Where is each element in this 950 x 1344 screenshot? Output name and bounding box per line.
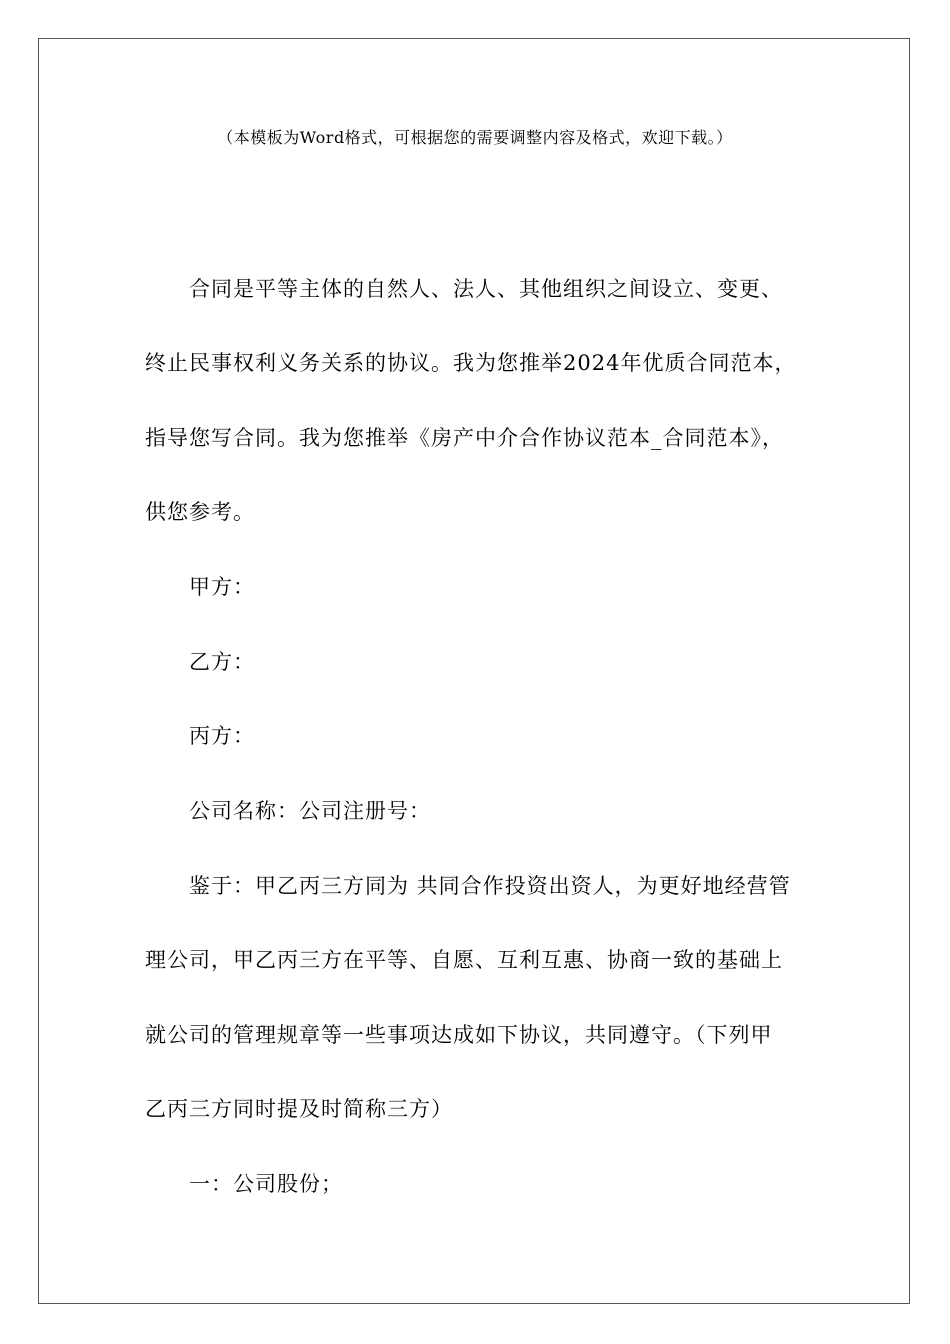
- party-a-label: 甲方：: [189, 575, 255, 599]
- paragraph-line: 终止民事权利义务关系的协议。我为您推举2024年优质合同范本，: [145, 351, 797, 375]
- paragraph-line: 合同是平等主体的自然人、法人、其他组织之间设立、变更、: [189, 277, 783, 301]
- party-b-label: 乙方：: [189, 650, 255, 674]
- section-heading: 一：公司股份；: [189, 1172, 343, 1196]
- paragraph-line: 就公司的管理规章等一些事项达成如下协议，共同遵守。（下列甲: [145, 1023, 773, 1047]
- paragraph-line: 鉴于：甲乙丙三方同为 共同合作投资出资人，为更好地经营管: [189, 874, 791, 898]
- company-info-line: 公司名称：公司注册号：: [189, 799, 431, 823]
- template-notice: （本模板为Word格式，可根据您的需要调整内容及格式，欢迎下载。）: [217, 128, 733, 147]
- party-c-label: 丙方：: [189, 724, 255, 748]
- paragraph-line: 供您参考。: [145, 500, 255, 524]
- paragraph-line: 乙丙三方同时提及时简称三方）: [145, 1097, 453, 1121]
- paragraph-line: 理公司，甲乙丙三方在平等、自愿、互利互惠、协商一致的基础上: [145, 948, 783, 972]
- paragraph-line: 指导您写合同。我为您推举《房产中介合作协议范本_合同范本》，: [145, 426, 784, 450]
